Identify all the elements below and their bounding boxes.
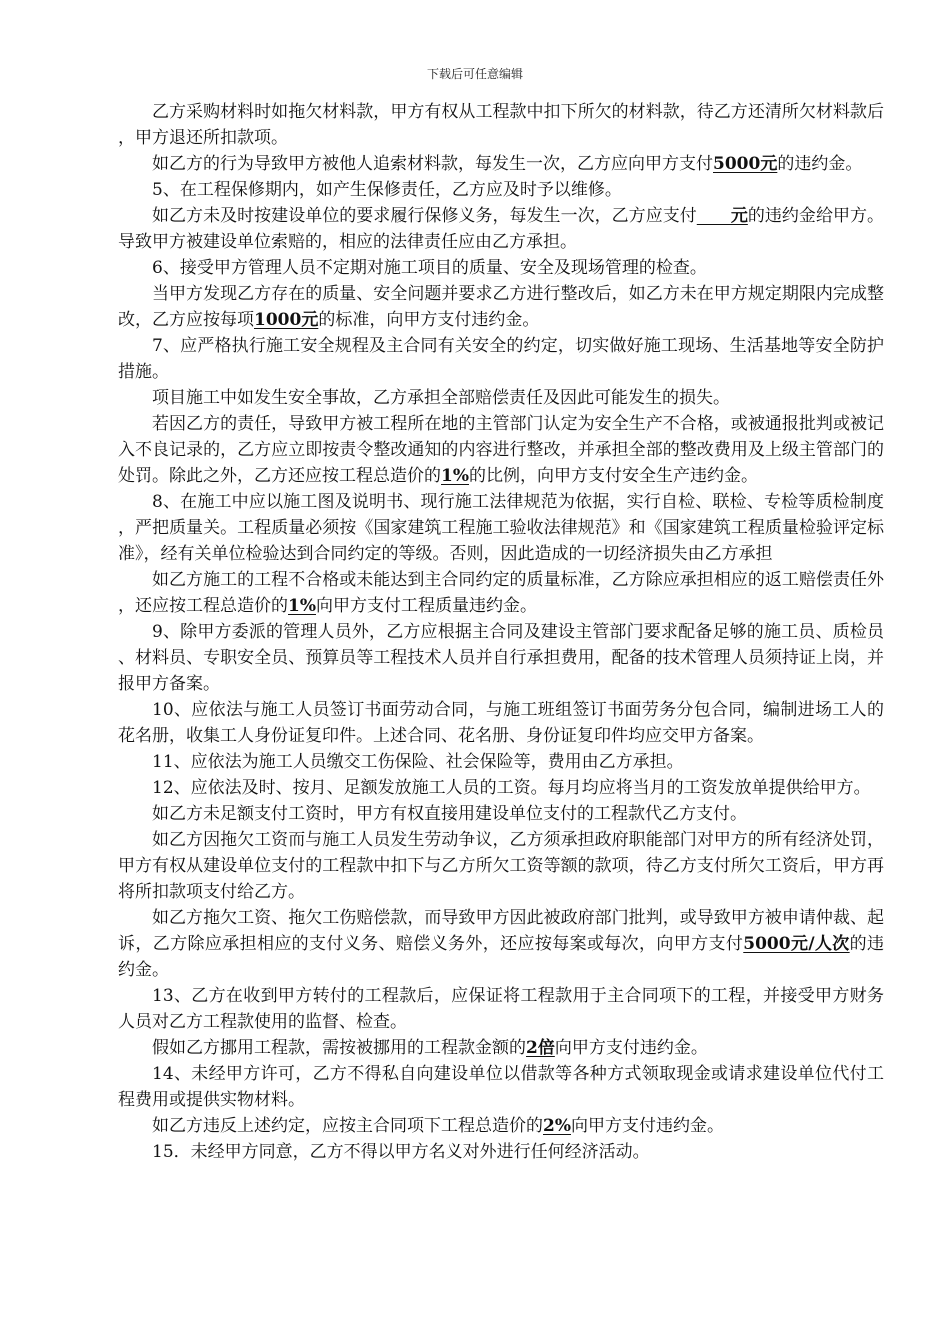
paragraph: 如乙方施工的工程不合格或未能达到主合同约定的质量标准，乙方除应承担相应的返工赔偿责任外，还应按工程总造价的1%向甲方支付工程质量违约金。 [118, 570, 884, 616]
page-header: 下载后可任意编辑 [426, 67, 523, 81]
paragraph: 8、在施工中应以施工图及说明书、现行施工法律规范为依据，实行自检、联检、专检等质检制度，严把质量关。工程质量必须按《国家建筑工程施工验收法律规范》和《国家建筑工程质量检验评定标准》，经有关单位检验达到合同约定的等级。否则，因此造成的一切经济损失由乙方承担 [118, 492, 884, 564]
paragraph: 乙方采购材料时如拖欠材料款，甲方有权从工程款中扣下所欠的材料款，待乙方还清所欠材料款后，甲方退还所扣款项。 [118, 102, 884, 148]
paragraph: 如乙方拖欠工资、拖欠工伤赔偿款，而导致甲方因此被政府部门批判，或导致甲方被申请仲裁、起诉，乙方除应承担相应的支付义务、赔偿义务外，还应按每案或每次，向甲方支付5000元/人次的违约金。 [118, 908, 885, 980]
paragraph: 13、乙方在收到甲方转付的工程款后，应保证将工程款用于主合同项下的工程，并接受甲方财务人员对乙方工程款使用的监督、检查。 [118, 986, 884, 1032]
paragraph: 假如乙方挪用工程款，需按被挪用的工程款金额的2倍向甲方支付违约金。 [152, 1038, 708, 1058]
paragraph: 5、在工程保修期内，如产生保修责任，乙方应及时予以维修。 [152, 180, 622, 200]
penalty-rate: 2% [543, 1116, 571, 1136]
paragraph: 7、应严格执行施工安全规程及主合同有关安全的约定，切实做好施工现场、生活基地等安全防护措施。 [118, 336, 884, 382]
paragraph: 12、应依法及时、按月、足额发放施工人员的工资。每月均应将当月的工资发放单提供给甲方。 [152, 778, 871, 798]
paragraph: 当甲方发现乙方存在的质量、安全问题并要求乙方进行整改后，如乙方未在甲方规定期限内完成整改，乙方应按每项1000元的标准，向甲方支付违约金。 [118, 284, 884, 330]
paragraph: 项目施工中如发生安全事故，乙方承担全部赔偿责任及因此可能发生的损失。 [152, 388, 730, 408]
paragraph: 6、接受甲方管理人员不定期对施工项目的质量、安全及现场管理的检查。 [152, 258, 707, 278]
paragraph: 9、除甲方委派的管理人员外，乙方应根据主合同及建设主管部门要求配备足够的施工员、质检员、材料员、专职安全员、预算员等工程技术人员并自行承担费用，配备的技术管理人员须持证上岗，并报甲方备案。 [118, 622, 884, 694]
penalty-rate: 1% [288, 596, 316, 616]
paragraph: 10、应依法与施工人员签订书面劳动合同，与施工班组签订书面劳务分包合同，编制进场工人的花名册，收集工人身份证复印件。上述合同、花名册、身份证复印件均应交甲方备案。 [118, 700, 884, 746]
penalty-amount: 5000元 [713, 154, 778, 174]
penalty-multiple: 2倍 [526, 1038, 555, 1058]
paragraph: 11、应依法为施工人员缴交工伤保险、社会保险等，费用由乙方承担。 [152, 752, 684, 772]
paragraph: 14、未经甲方许可，乙方不得私自向建设单位以借款等各种方式领取现金或请求建设单位代付工程费用或提供实物材料。 [118, 1064, 884, 1110]
paragraph: 如乙方违反上述约定，应按主合同项下工程总造价的2%向甲方支付违约金。 [152, 1116, 724, 1136]
penalty-amount: 1000元 [254, 310, 319, 330]
paragraph: 如乙方因拖欠工资而与施工人员发生劳动争议，乙方须承担政府职能部门对甲方的所有经济处罚，甲方有权从建设单位支付的工程款中扣下与乙方所欠工资等额的款项，待乙方支付所欠工资后，甲方再将所扣款项支付给乙方。 [118, 830, 884, 902]
paragraph: 如乙方的行为导致甲方被他人追索材料款，每发生一次，乙方应向甲方支付5000元的违约金。 [152, 154, 863, 174]
penalty-amount-blank: 元 [696, 206, 748, 226]
penalty-rate: 1% [441, 466, 469, 486]
paragraph: 如乙方未及时按建设单位的要求履行保修义务，每发生一次，乙方应支付 元的违约金给甲方。导致甲方被建设单位索赔的，相应的法律责任应由乙方承担。 [118, 206, 885, 252]
document-body [118, 99, 884, 1165]
paragraph: 若因乙方的责任，导致甲方被工程所在地的主管部门认定为安全生产不合格，或被通报批判或被记入不良记录的，乙方应立即按责令整改通知的内容进行整改，并承担全部的整改费用及上级主管部门的处罚。除此之外，乙方还应按工程总造价的1%的比例，向甲方支付安全生产违约金。 [118, 414, 884, 486]
penalty-amount: 5000元/人次 [743, 934, 850, 954]
paragraph: 如乙方未足额支付工资时，甲方有权直接用建设单位支付的工程款代乙方支付。 [152, 804, 747, 824]
paragraph: 15．未经甲方同意，乙方不得以甲方名义对外进行任何经济活动。 [152, 1142, 650, 1162]
